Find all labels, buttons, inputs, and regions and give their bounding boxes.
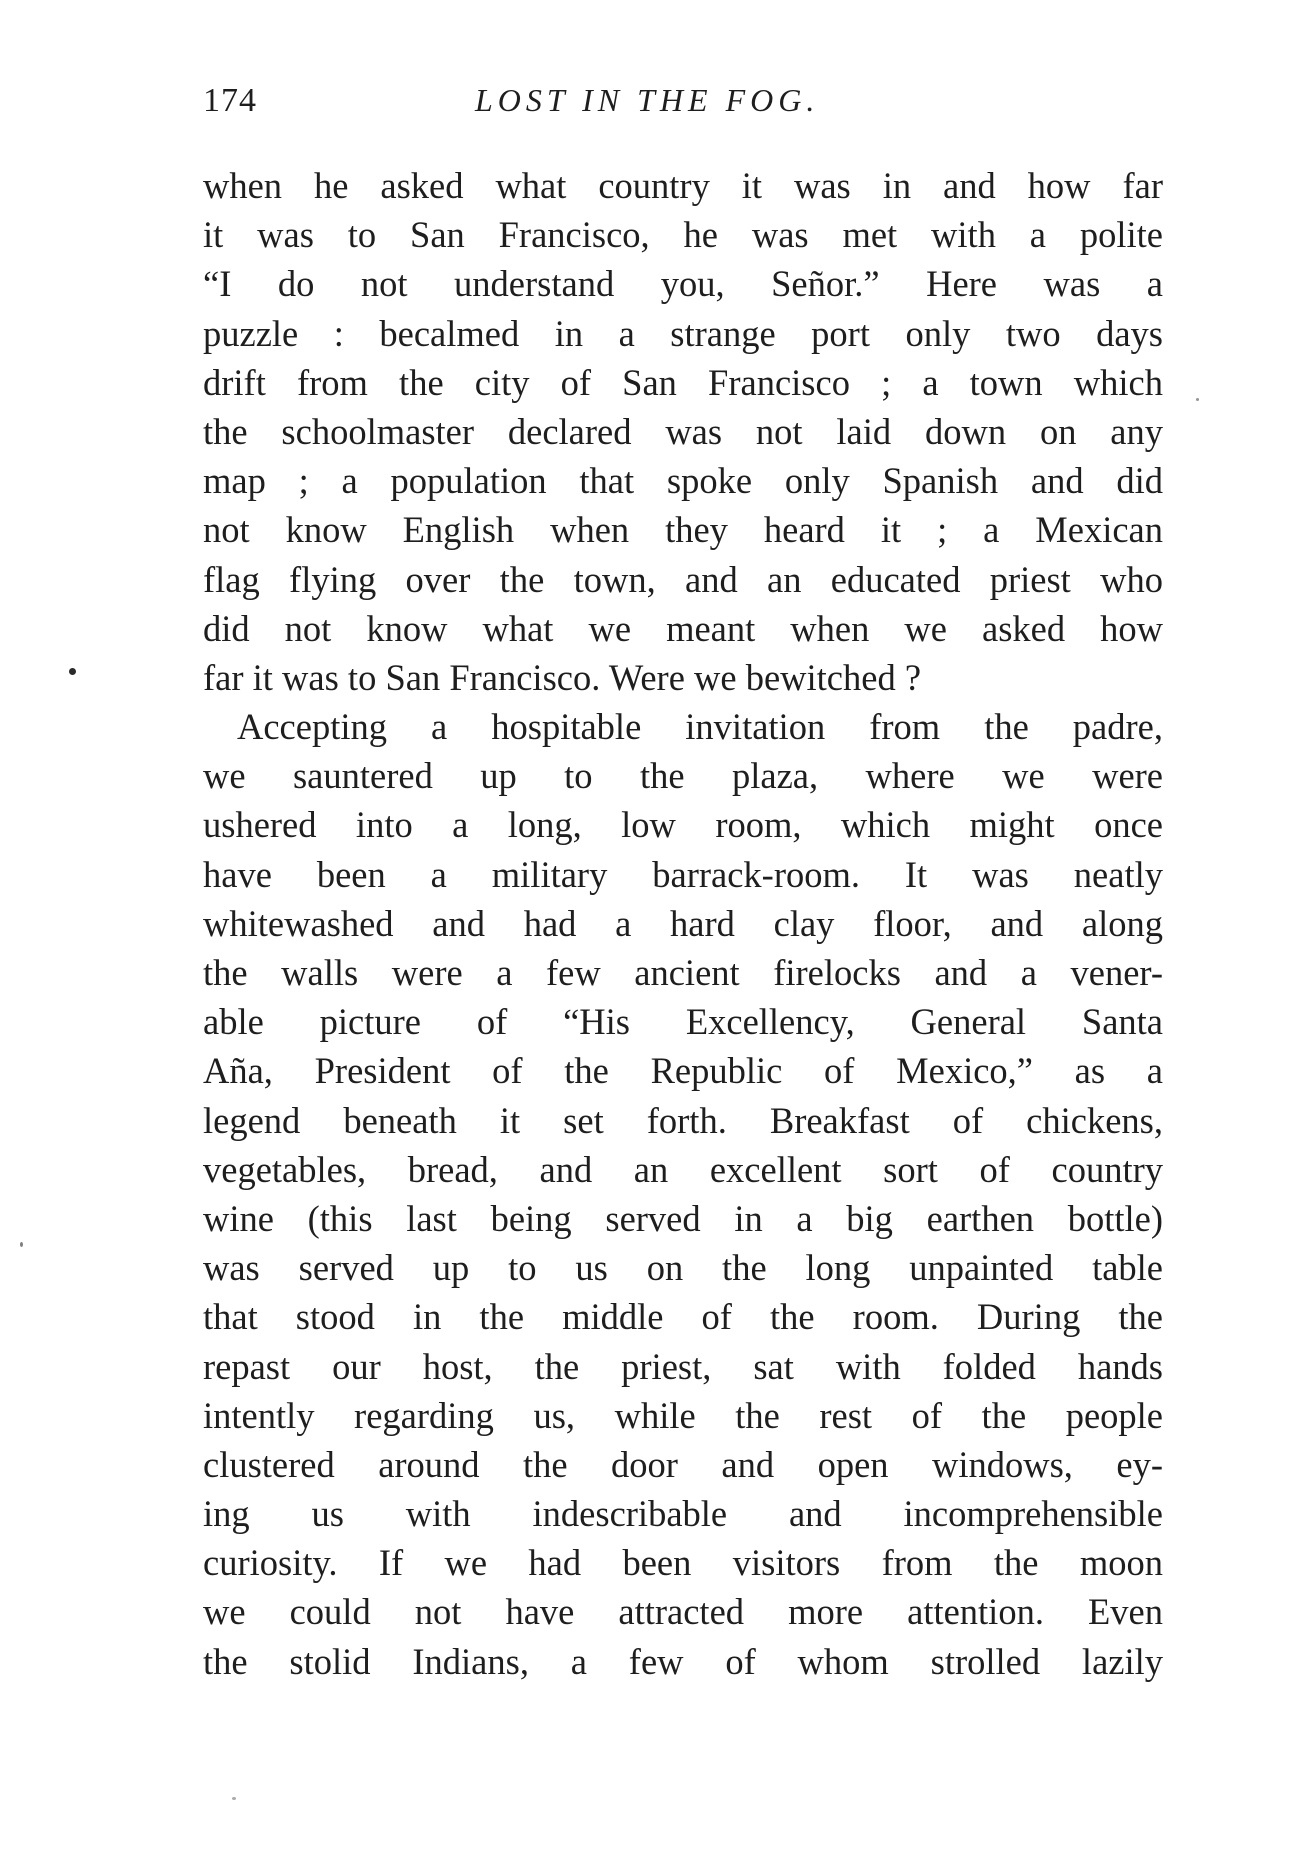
ink-speck bbox=[20, 1242, 23, 1247]
text-line: Aña, President of the Republic of Mexico,” as a bbox=[203, 1050, 1163, 1092]
text-line: repast our host, the priest, sat with folded hands bbox=[203, 1345, 1163, 1387]
text-line: have been a military barrack-room. It was neatly bbox=[203, 853, 1163, 895]
text-line: ushered into a long, low room, which might once bbox=[203, 804, 1163, 846]
text-line: able picture of “His Excellency, General Santa bbox=[203, 1001, 1163, 1043]
running-head bbox=[203, 82, 1163, 126]
text-line: puzzle : becalmed in a strange port only two days bbox=[203, 312, 1163, 354]
text-line: not know English when they heard it ; a Mexican bbox=[203, 509, 1163, 551]
text-line: when he asked what country it was in and how far bbox=[203, 165, 1163, 206]
text-line: far it was to San Francisco. Were we bewitched ? bbox=[203, 656, 922, 698]
text-line: intently regarding us, while the rest of the people bbox=[203, 1394, 1163, 1436]
text-line: the schoolmaster declared was not laid down on any bbox=[203, 410, 1163, 452]
text-line: did not know what we meant when we asked how bbox=[203, 607, 1163, 649]
text-line: was served up to us on the long unpainted table bbox=[203, 1247, 1163, 1289]
text-line: whitewashed and had a hard clay floor, and along bbox=[203, 902, 1163, 944]
text-line: we could not have attracted more attention. Even bbox=[203, 1591, 1163, 1633]
text-line: map ; a population that spoke only Spanish and did bbox=[203, 460, 1163, 502]
body-text bbox=[203, 161, 1163, 1686]
text-line: that stood in the middle of the room. During the bbox=[203, 1296, 1163, 1338]
text-line: clustered around the door and open windows, ey- bbox=[203, 1443, 1163, 1485]
text-line: it was to San Francisco, he was met with a polite bbox=[203, 214, 1163, 256]
text-line: the stolid Indians, a few of whom strolled lazily bbox=[203, 1640, 1163, 1682]
text-line: Accepting a hospitable invitation from the padre, bbox=[237, 706, 1163, 748]
ink-speck bbox=[69, 668, 76, 675]
text-line: ing us with indescribable and incomprehensible bbox=[203, 1493, 1163, 1535]
text-line: curiosity. If we had been visitors from the moon bbox=[203, 1542, 1163, 1584]
ink-speck bbox=[232, 1797, 236, 1800]
text-line: the walls were a few ancient firelocks and a vener- bbox=[203, 952, 1163, 993]
text-line: we sauntered up to the plaza, where we were bbox=[203, 755, 1163, 797]
text-line: “I do not understand you, Señor.” Here was a bbox=[203, 263, 1163, 305]
text-line: legend beneath it set forth. Breakfast of chickens, bbox=[203, 1099, 1163, 1141]
text-line: drift from the city of San Francisco ; a town which bbox=[203, 361, 1163, 403]
text-line: wine (this last being served in a big earthen bottle) bbox=[203, 1197, 1163, 1239]
text-line: flag flying over the town, and an educated priest who bbox=[203, 558, 1163, 600]
page-number: 174 bbox=[203, 82, 257, 119]
text-line: vegetables, bread, and an excellent sort of country bbox=[203, 1148, 1163, 1190]
running-title: LOST IN THE FOG. bbox=[475, 82, 820, 118]
ink-speck bbox=[1196, 398, 1199, 401]
